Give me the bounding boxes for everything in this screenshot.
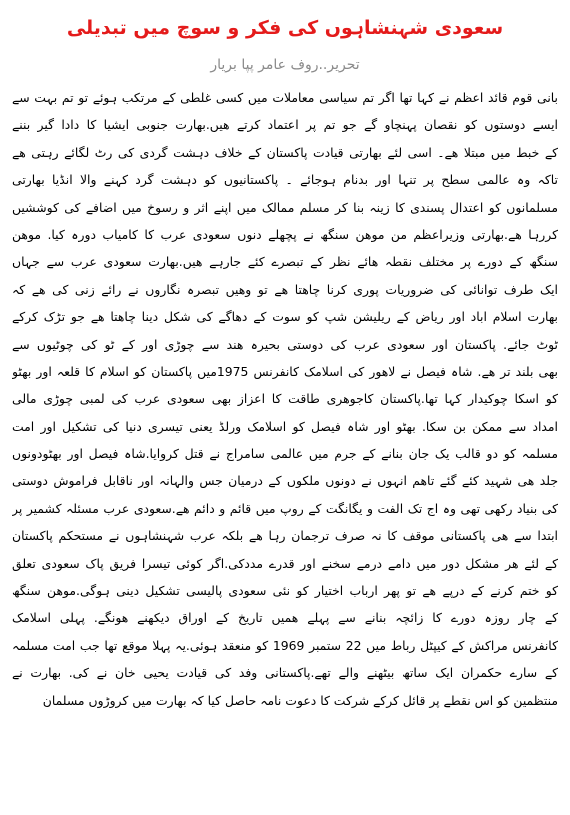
article-body-line: بھی بلند تر ھے. شاہ فیصل نے لاھور کی اسلامک کانفرنس 1975میں پاکستان کو اسلام کا قلعہ اور بھٹو bbox=[12, 363, 558, 379]
article-body-line: کی بنیاد رکھی تھی وہ اج تک الفت و یگانگت کے روپ میں قائم و دائم ھے.سعودی عرب مسئلہ کشمیر پر bbox=[12, 500, 558, 516]
article-body-line: کررہا ھے.بھارتی وزیراعظم من موھن سنگھ نے پچھلے دنوں سعودی عرب کا کامیاب دورہ کیا. موھن bbox=[12, 226, 558, 242]
article-body-line: کانفرنس مراکش کے کیپٹل رباط میں 22 ستمبر 1969 کو منعقد ہوئی.یہ پہلا موقع تھا جب امت مسلمہ bbox=[12, 637, 558, 653]
article-body-line: کو ختم کرنے کے درپے ھے تو پھر ارباب اختیار کو نئی سعودی پالیسی تشکیل دینی ہوگی.موھن سنگھ bbox=[12, 583, 558, 599]
article-body-line: بانی قوم قائد اعظم نے کہا تھا اگر تم سیاسی معاملات میں کسی غلطی کے مرتکب ہوئے تو تم بہت سے bbox=[12, 90, 558, 105]
article-body-line: کے چار روزہ دورے کا زائچہ بنانے سے پہلے ھمیں تاریخ کے اوراق دیکھنے ھونگے. پہلی اسلامک bbox=[12, 610, 558, 626]
article-body-line: مسلمہ کو دو قالب یک جان بنانے کے جرم میں عالمی سامراج نے قتل کروایا.شاہ فیصل اور بھٹودونوں bbox=[12, 446, 558, 462]
article-title: سعودی شہنشاہوں کی فکر و سوچ میں تبدیلی bbox=[66, 17, 504, 39]
article-body-line: جلد ھی شہید کئے گئے تاھم انہوں نے دونوں ملکوں کے درمیان جس والہانہ اور ناقابل فراموش دوستی bbox=[12, 473, 558, 489]
article-body-line: مسلمانوں کو اعتدال پسندی کا زینہ بنا کر مسلم ممالک میں اپنے اثر و رسوخ میں اضافے کی کوششیں bbox=[12, 199, 558, 215]
article-body-line: ایسے دوستوں کو نقصان پہنچاو گے جو تم پر اعتماد کرتے ھیں.بھارت جنوبی ایشیا کا دادا گیر بننے bbox=[12, 117, 558, 133]
article-body-line: منتظمین کو اس نقطے پر قائل کرکے شرکت کا دعوت نامہ حاصل کیا کہ بھارت میں کروڑوں مسلمان bbox=[42, 692, 558, 708]
article-body-line: بھارت اسلام اباد اور ریاض کے ریلیشن شپ کو سوت کے دھاگے کی شکل دینا چاھتا ھے جو تڑک کرکے bbox=[12, 309, 558, 325]
article-body-line: امداد سے ممکن بن سکا. بھٹو اور شاہ فیصل کو اسلامک ورلڈ یعنی تیسری دنیا کی تشکیل اور امت bbox=[12, 418, 558, 434]
article-body-line: ابتدا سے ھی پاکستانی موقف کا نہ صرف ترجمان رہا ھے بلکہ عرب شہنشاہوں نے مستحکم پاکستان bbox=[12, 528, 558, 544]
article-body-line: ایک طرف توانائی کی ضروریات پوری کرنا چاھتا ھے تو وھیں تبصرہ نگاروں نے رائے زنی کی ھے کہ bbox=[12, 281, 558, 297]
article-body-line: تاکہ وہ عالمی سطح پر تنہا اور بدنام ہوجائے ۔ پاکستانیوں کو دہشت گرد کہنے والا انڈیا بھارتی bbox=[12, 172, 558, 188]
article-body-line: کے سارے حکمران ایک ساتھ بیٹھنے والے تھے.پاکستانی وفد کی قیادت یحیی خان نے کی. بھارت نے bbox=[12, 665, 558, 681]
article-body-line: کے خبط میں مبتلا ھے۔ اسی لئے بھارتی قیادت پاکستان کے خلاف دہشت گردی کی رٹ لگائے رہتی ھے bbox=[12, 144, 558, 160]
article-body-line: کے لئے ھر مشکل دور میں دامے درمے سخنے اور قدرے مددکی.اگر کوئی تیسرا فریق پاک سعودی تعلق bbox=[12, 555, 558, 571]
article-body bbox=[12, 84, 558, 714]
article-body-line: ٹوٹ جائے. پاکستان اور سعودی عرب کی دوستی بحیرہ ھند سے چوڑی اور کے ٹو کی چوٹیوں سے bbox=[12, 336, 558, 352]
article-body-line: کو اسکا چوکیدار کہا تھا.پاکستان کاجوھری طاقت کا اعزاز بھی سعودی عرب کی لمبی چوڑی مالی bbox=[12, 391, 558, 407]
article-byline: تحریر..روف عامر پپا بریار bbox=[210, 57, 360, 73]
article-body-line: سنگھ کے دورے پر مختلف نقطہ ھائے نظر کے تبصرے کئے جارہے ھیں.بھارت سعودی عرب سے جہاں bbox=[12, 254, 558, 270]
